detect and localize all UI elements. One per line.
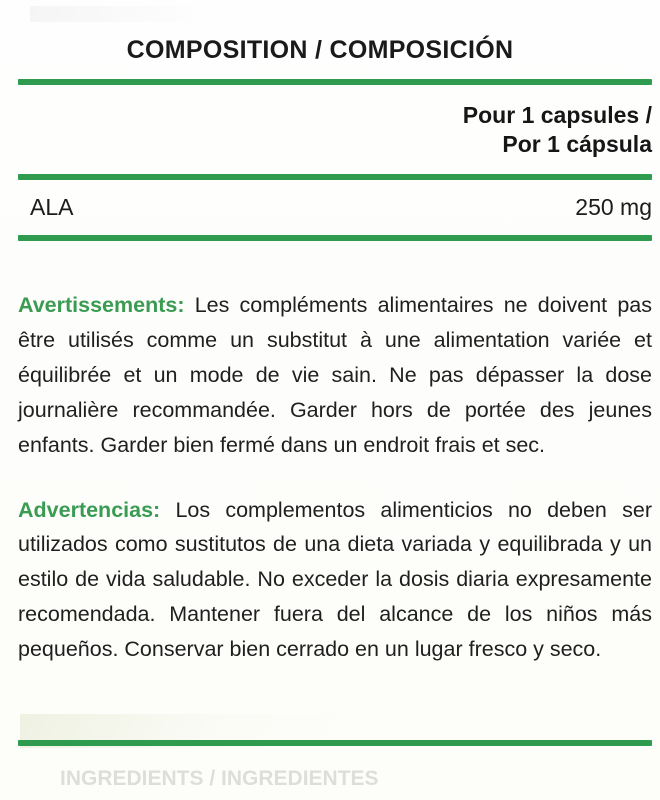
warning-body-es: Los complementos alimenticios no deben ser utilizados como sustitutos de una dieta variada y equilibrada y un estilo de vida saludable. No exceder la dosis diaria expresamente recomendada. Mantener fuera del alcance de los niños más pequeños. Conservar bien cerrado en un lugar fresco y seco. [18, 497, 652, 661]
divider-rule-bottom [18, 740, 652, 746]
warning-paragraph-fr [18, 288, 652, 462]
serving-size-header [0, 85, 660, 174]
serving-header-line-1: Pour 1 capsules / [462, 102, 652, 128]
warning-lead-es: Advertencias: [18, 497, 161, 522]
ingredient-name: ALA [30, 193, 74, 220]
warning-paragraph-es [18, 493, 652, 667]
title-block [0, 0, 660, 65]
warning-lead-fr: Avertissements: [18, 293, 185, 318]
ingredient-amount: 250 mg [575, 193, 652, 220]
footer-strip [0, 714, 660, 800]
table-row [0, 180, 660, 235]
footer-cropped-heading: INGREDIENTS / INGREDIENTES [60, 767, 379, 790]
divider-rule-bottom-wrap [0, 740, 660, 746]
serving-header-line-2: Por 1 cápsula [502, 131, 652, 158]
warnings-section [0, 241, 660, 667]
warning-body-fr: Les compléments alimentaires ne doivent pas être utilisés comme un substitut à une alimentation variée et équilibrée et un mode de vie sain. Ne pas dépasser la dose journalière recommandée. Garder hors de portée des jeunes enfants. Garder bien fermé dans un endroit frais et sec. [18, 293, 652, 457]
page-title: COMPOSITION / COMPOSICIÓN [126, 36, 514, 64]
